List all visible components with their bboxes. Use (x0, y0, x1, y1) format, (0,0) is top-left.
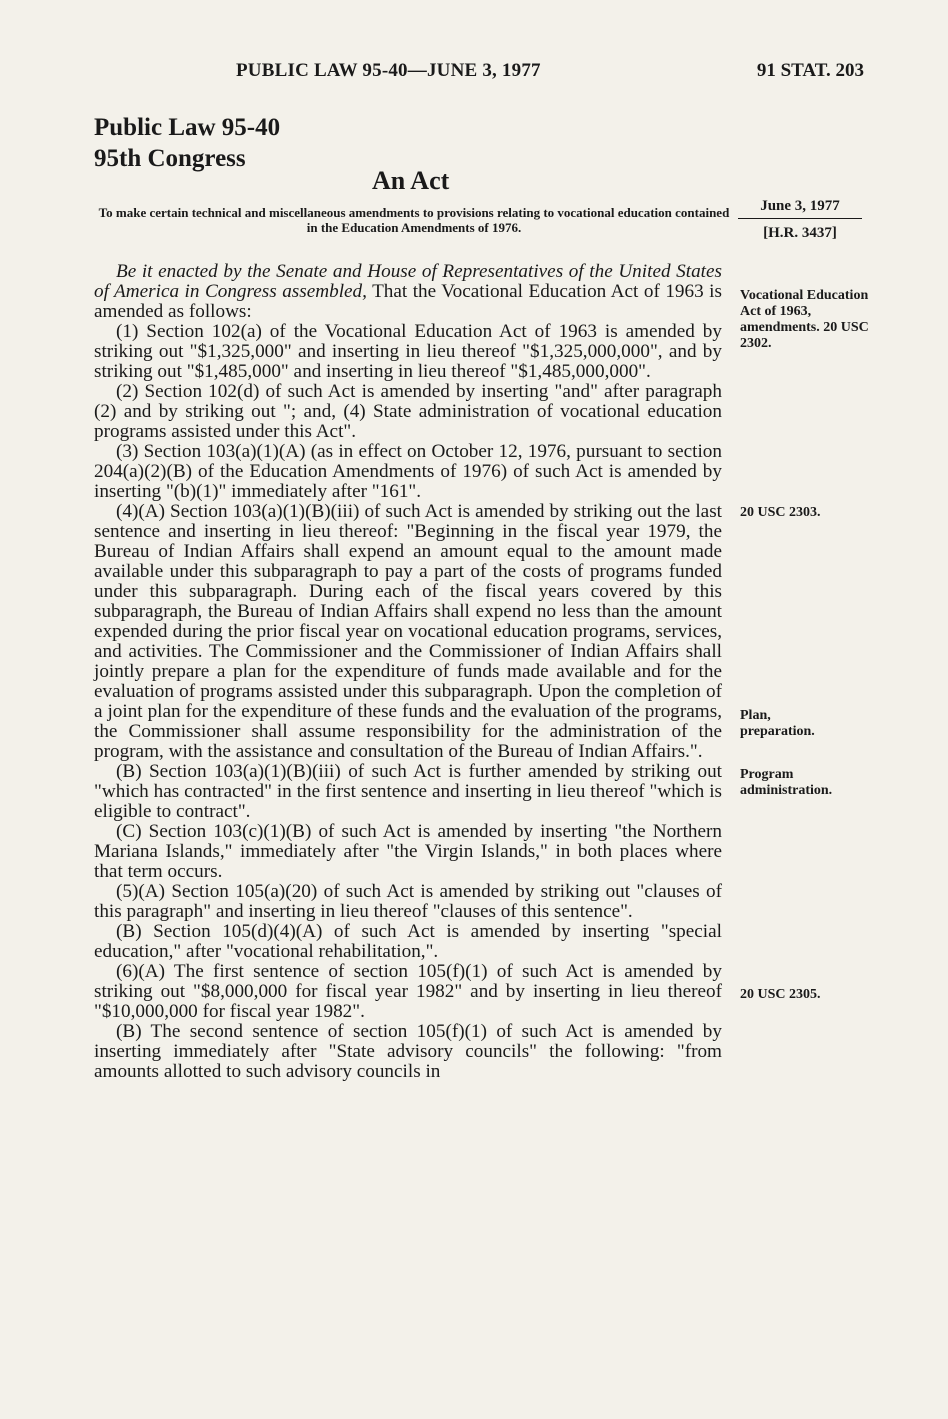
act-heading: An Act (372, 166, 450, 195)
margin-note-usc-2303: 20 USC 2303. (740, 505, 821, 520)
enacting-clause-rest: That the Vocational Education Act of 1963 is amended as follows: (94, 281, 722, 322)
paragraph-5b: (B) Section 105(d)(4)(A) of such Act is amended by inserting "special education," after "vocational rehabilitation,". (94, 921, 722, 962)
paragraph-4a: (4)(A) Section 103(a)(1)(B)(iii) of such Act is amended by striking out the last sentence and inserting in lieu thereof: "Beginning in the fiscal year 1979, the Bureau of Indian Affairs shall expend an amount equal to the amount made available under this subparagraph to pay a part of the costs of programs funded under this subparagraph. During each of the fiscal years covered by this subparagraph, the Bureau of Indian Affairs shall expend no less than the amount expended during the prior fiscal year on vocational education programs, services, and activities. The Commissioner and the Commissioner of Indian Affairs shall jointly prepare a plan for the expenditure of funds made available and for the evaluation of programs assisted under this subparagraph. Upon the completion of a joint plan for the expenditure of these funds and the evaluation of the programs, the Commissioner shall assume responsibility for the administration of the program, with the assistance and consultation of the Bureau of Indian Affairs.". (94, 501, 722, 762)
public-law-number: Public Law 95-40 (94, 114, 281, 141)
enacting-clause-italic: Be it enacted by the Senate and House of Representatives of the United States of America in Congress assembled, (94, 261, 722, 302)
paragraph-4b: (B) Section 103(a)(1)(B)(iii) of such Act is further amended by striking out "which has contracted" in the first sentence and inserting in lieu thereof "which is eligible to contract". (94, 761, 722, 822)
margin-note-program-administration: Program administration. (740, 767, 833, 798)
paragraph-2: (2) Section 102(d) of such Act is amended by inserting "and" after paragraph (2) and by striking out "; and, (4) State administration of vocational education programs assisted under this Act". (94, 381, 722, 442)
running-head: PUBLIC LAW 95-40—JUNE 3, 1977 (236, 60, 541, 81)
paragraph-6b: (B) The second sentence of section 105(f)(1) of such Act is amended by inserting immediately after "State advisory councils" the following: "from amounts allotted to such advisory councils in (94, 1021, 722, 1082)
paragraph-4c: (C) Section 103(c)(1)(B) of such Act is amended by inserting "the Northern Mariana Islands," immediately after "the Virgin Islands," in both places where that term occurs. (94, 821, 722, 882)
statute-reference: 91 STAT. 203 (756, 60, 864, 81)
paragraph-1: (1) Section 102(a) of the Vocational Education Act of 1963 is amended by striking out "$1,325,000" and inserting in lieu thereof "$1,325,000,000", and by striking out "$1,485,000" and inserting in lieu thereof "$1,485,000,000". (94, 321, 722, 382)
margin-note-vocational-education: Vocational Education Act of 1963, amendments. 20 USC 2302. (740, 288, 869, 351)
enactment-date: June 3, 1977 (738, 198, 862, 219)
margin-note-usc-2305: 20 USC 2305. (740, 987, 821, 1002)
enacting-clause (94, 262, 722, 322)
law-title-block (94, 112, 280, 174)
paragraph-6a: (6)(A) The first sentence of section 105(f)(1) of such Act is amended by striking out "$8,000,000 for fiscal year 1982" and by inserting in lieu thereof "$10,000,000 for fiscal year 1982". (94, 961, 722, 1022)
congress-number: 95th Congress (94, 145, 246, 172)
enactment-date-block (738, 198, 862, 242)
margin-note-plan-preparation: Plan, preparation. (740, 708, 815, 739)
bill-number: [H.R. 3437] (763, 225, 837, 241)
statute-body (94, 262, 722, 1082)
paragraph-3: (3) Section 103(a)(1)(A) (as in effect on October 12, 1976, pursuant to section 204(a)(2)(B) of the Education Amendments of 1976) of such Act is amended by inserting "(b)(1)" immediately after "161". (94, 441, 722, 502)
paragraph-5a: (5)(A) Section 105(a)(20) of such Act is amended by striking out "clauses of this paragraph" and inserting in lieu thereof "clauses of this sentence". (94, 881, 722, 922)
act-purpose: To make certain technical and miscellaneous amendments to provisions relating to vocational education contained in the Education Amendments of 1976. (98, 205, 730, 235)
